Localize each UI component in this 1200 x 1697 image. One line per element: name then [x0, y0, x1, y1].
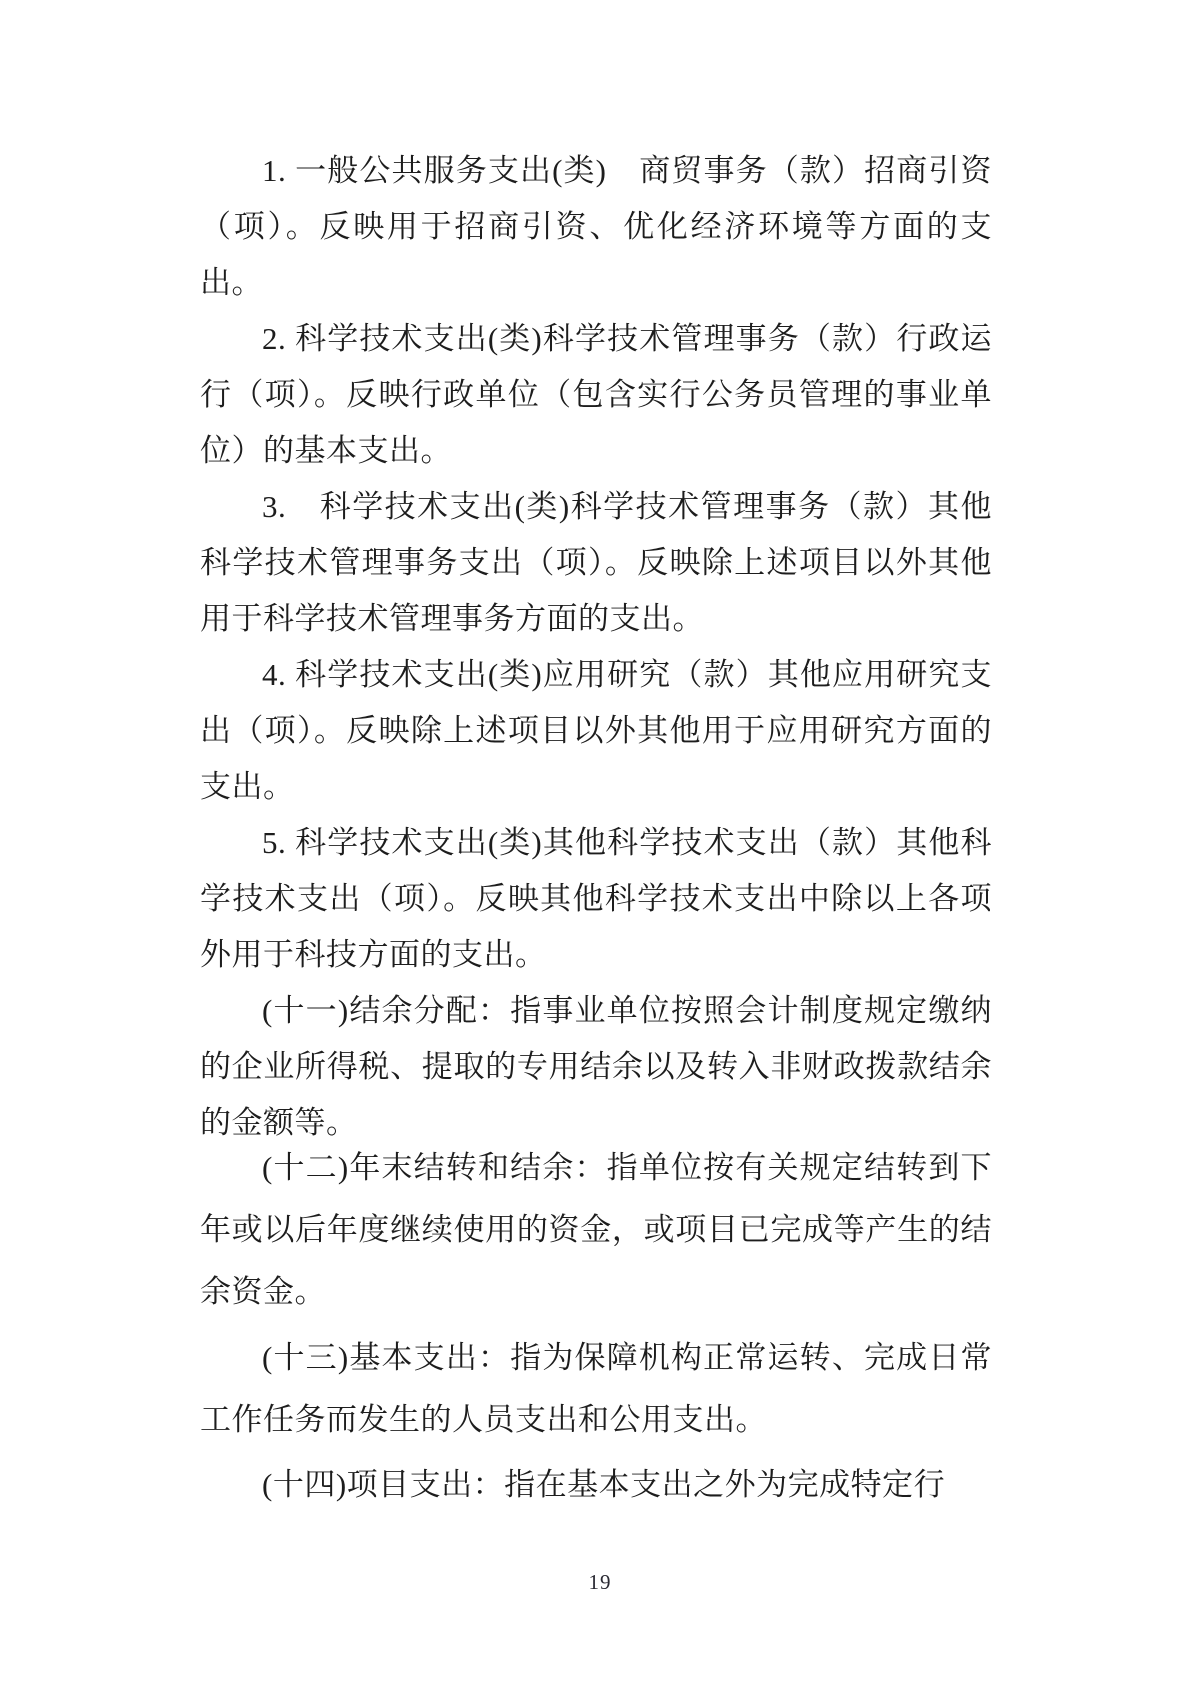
page-number: 19 — [588, 1570, 612, 1594]
paragraph-item-14: (十四)项目支出：指在基本支出之外为完成特定行 — [262, 1467, 946, 1502]
paragraph-item-5: 5. 科学技术支出(类)其他科学技术支出（款）其他科学技术支出（项）。反映其他科学技术支出中除以上各项外用于科技方面的支出。 — [200, 825, 992, 972]
paragraph-item-12: (十二)年末结转和结余：指单位按有关规定结转到下年或以后年度继续使用的资金，或项目已完成等产生的结余资金。 — [200, 1150, 992, 1309]
paragraph-item-3: 3. 科学技术支出(类)科学技术管理事务（款）其他科学技术管理事务支出（项）。反映除上述项目以外其他用于科学技术管理事务方面的支出。 — [200, 489, 992, 636]
paragraph-item-2: 2. 科学技术支出(类)科学技术管理事务（款）行政运行（项）。反映行政单位（包含实行公务员管理的事业单位）的基本支出。 — [200, 321, 992, 468]
paragraph-item-1: 1. 一般公共服务支出(类) 商贸事务（款）招商引资（项）。反映用于招商引资、优化经济环境等方面的支出。 — [200, 153, 992, 300]
paragraph-item-13: (十三)基本支出：指为保障机构正常运转、完成日常工作任务而发生的人员支出和公用支出。 — [200, 1340, 992, 1437]
page-footer — [0, 1570, 1200, 1595]
paragraph-item-11: (十一)结余分配：指事业单位按照会计制度规定缴纳的企业所得税、提取的专用结余以及转入非财政拨款结余的金额等。 — [200, 993, 992, 1140]
document-body — [200, 143, 992, 1516]
paragraph-item-4: 4. 科学技术支出(类)应用研究（款）其他应用研究支出（项）。反映除上述项目以外其他用于应用研究方面的支出。 — [200, 657, 992, 804]
